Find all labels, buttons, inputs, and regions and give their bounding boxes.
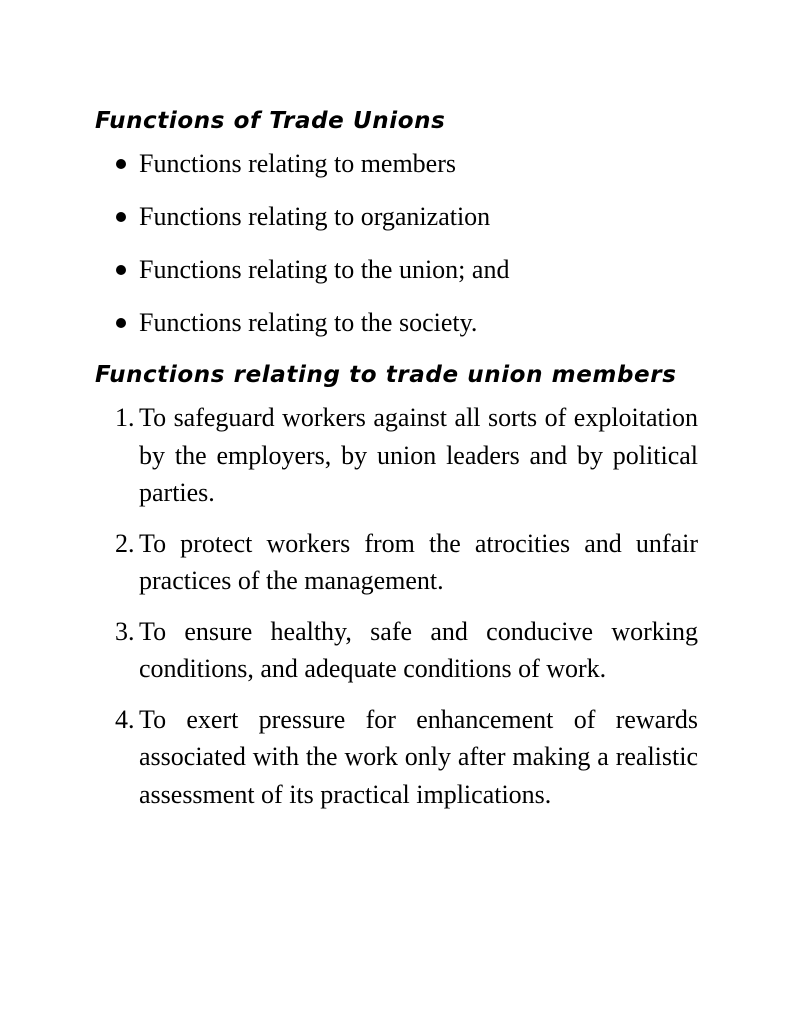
- item-number: 4.: [115, 704, 135, 734]
- list-item-text: Functions relating to the society.: [139, 308, 478, 337]
- bullet-icon: [116, 212, 126, 222]
- document-page: [95, 103, 698, 826]
- heading-member-functions: Functions relating to trade union members: [95, 362, 677, 388]
- item-number: 1.: [115, 403, 135, 432]
- list-item: [95, 198, 698, 236]
- item-number: 3.: [115, 616, 135, 646]
- list-item: [95, 145, 698, 183]
- bullet-icon: [116, 265, 126, 275]
- item-text: To exert pressure for enhancement of rewards associated with the work only after making a realistic assessment of its practical implications.: [139, 704, 698, 809]
- list-item: [95, 304, 698, 342]
- item-text: To protect workers from the atrocities and unfair practices of the management.: [139, 528, 698, 595]
- bullet-icon: [116, 318, 126, 328]
- numbered-item: [95, 613, 698, 688]
- functions-bullet-list: [95, 145, 698, 342]
- item-number: 2.: [115, 528, 135, 558]
- numbered-item: [95, 701, 698, 814]
- list-item: [95, 251, 698, 289]
- list-item-text: Functions relating to organization: [139, 202, 491, 231]
- numbered-item: [95, 399, 698, 512]
- item-text: To safeguard workers against all sorts of exploitation by the employers, by union leaders and by political parties.: [139, 403, 698, 507]
- member-functions-list: [95, 399, 698, 813]
- heading-functions-of-trade-unions: Functions of Trade Unions: [95, 108, 446, 134]
- bullet-icon: [116, 159, 126, 169]
- item-text: To ensure healthy, safe and conducive working conditions, and adequate conditions of work.: [139, 616, 698, 683]
- list-item-text: Functions relating to the union; and: [139, 255, 510, 284]
- numbered-item: [95, 525, 698, 600]
- list-item-text: Functions relating to members: [139, 149, 457, 178]
